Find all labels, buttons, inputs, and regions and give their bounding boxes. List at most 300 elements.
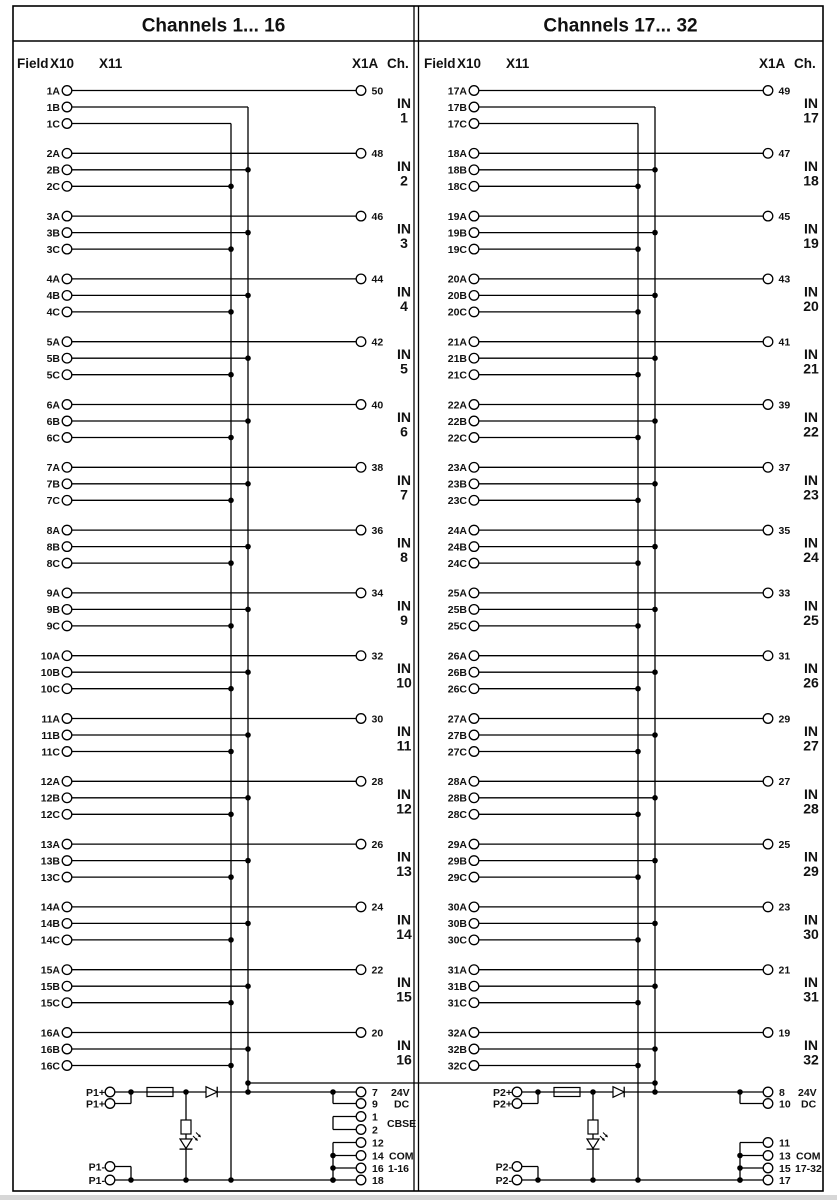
in-channel-number: 1 [400,109,408,126]
field-terminal-label: 6B [46,415,60,428]
supply-terminal-number: 7 [372,1086,378,1099]
field-terminal-circle [62,902,72,912]
field-terminal-label: 2A [46,148,60,161]
x1a-terminal-number: 48 [371,148,384,161]
resistor-icon [181,1120,191,1134]
junction-dot [737,1165,743,1171]
field-terminal-circle [469,793,479,803]
field-terminal-circle [62,165,72,175]
x1a-terminal-circle [356,400,366,410]
com-terminal-circle [356,1151,366,1161]
field-terminal-circle [469,182,479,192]
x1a-terminal-number: 43 [778,273,791,286]
field-terminal-label: 25A [447,587,467,600]
field-terminal-label: 6C [46,432,60,445]
in-channel-number: 5 [400,360,408,377]
junction-dot [635,812,641,818]
x1a-terminal-number: 42 [371,336,384,349]
field-terminal-circle [62,965,72,975]
junction-dot [652,418,658,424]
com-terminal-number: 17 [779,1174,791,1187]
field-terminal-label: 25B [447,604,467,617]
field-terminal-circle [62,479,72,489]
junction-dot [652,858,658,864]
x1a-terminal-number: 33 [778,587,791,600]
field-terminal-circle [469,291,479,301]
field-terminal-circle [62,86,72,96]
x1a-terminal-number: 26 [371,838,384,851]
in-channel-number: 10 [396,674,412,691]
field-terminal-circle [62,244,72,254]
in-channel-number: 20 [803,297,819,314]
field-terminal-circle [62,810,72,820]
in-channel-number: 23 [803,486,819,503]
field-terminal-label: 10A [40,650,60,663]
field-terminal-circle [62,496,72,506]
field-terminal-label: 3C [46,243,60,256]
field-terminal-circle [469,747,479,757]
junction-dot [652,481,658,487]
field-terminal-label: 9C [46,620,60,633]
field-terminal-label: 29B [447,855,467,868]
field-terminal-circle [62,525,72,535]
field-terminal-label: 17C [447,118,467,131]
x1a-terminal-circle [763,965,773,975]
supply-voltage-label: 24V [798,1086,817,1099]
p-minus-label: P1- [88,1174,105,1187]
x1a-terminal-number: 30 [371,713,384,726]
field-column-label: Field [424,55,456,71]
field-terminal-label: 14B [40,918,60,931]
p-minus-terminal-circle [105,1162,115,1172]
field-terminal-label: 31C [447,997,467,1010]
in-label: IN [397,911,411,928]
in-channel-number: 7 [400,486,408,503]
x1a-terminal-number: 21 [778,964,791,977]
junction-dot [228,1177,234,1183]
field-terminal-label: 13B [40,855,60,868]
field-terminal-circle [469,479,479,489]
field-terminal-label: 24B [447,541,467,554]
field-terminal-circle [62,211,72,221]
junction-dot [652,983,658,989]
junction-dot [737,1177,743,1183]
in-label: IN [804,534,818,551]
x1a-terminal-circle [763,651,773,661]
field-terminal-circle [469,307,479,317]
in-label: IN [397,974,411,991]
x1a-terminal-circle [356,274,366,284]
junction-dot [635,749,641,755]
field-terminal-circle [469,86,479,96]
field-terminal-label: 6A [46,399,60,412]
field-terminal-label: 10B [40,666,60,679]
com-range-label: 17-32 [795,1162,822,1175]
p-plus-terminal-circle [512,1087,522,1097]
x1a-terminal-circle [356,86,366,96]
junction-dot [652,230,658,236]
junction-dot [652,167,658,173]
field-terminal-label: 28A [447,776,467,789]
field-terminal-label: 7A [46,462,60,475]
in-channel-number: 24 [803,549,819,566]
cbse-terminal-circle [356,1112,366,1122]
field-terminal-label: 27A [447,713,467,726]
field-terminal-label: 19C [447,243,467,256]
column-header: Channels 1... 16 [141,15,286,37]
supply-voltage-label: DC [801,1098,817,1111]
x10-column-label: X10 [457,55,482,71]
field-terminal-label: 12B [40,792,60,805]
field-terminal-label: 22C [447,432,467,445]
junction-dot [245,732,251,738]
junction-dot [128,1177,134,1183]
field-terminal-label: 16A [40,1027,60,1040]
field-terminal-label: 31B [447,980,467,993]
junction-dot [228,1000,234,1006]
field-terminal-circle [62,228,72,238]
com-terminal-number: 13 [779,1150,791,1163]
in-label: IN [804,220,818,237]
junction-dot [228,184,234,190]
field-terminal-circle [62,935,72,945]
field-terminal-label: 26A [447,650,467,663]
com-terminal-number: 11 [779,1137,791,1150]
field-terminal-circle [469,935,479,945]
field-terminal-label: 1C [46,118,60,131]
junction-dot [652,544,658,550]
field-terminal-label: 32C [447,1060,467,1073]
x1a-terminal-number: 40 [371,399,384,412]
x1a-terminal-number: 45 [778,210,791,223]
field-terminal-label: 13C [40,871,60,884]
in-label: IN [804,157,818,174]
in-channel-number: 29 [803,863,819,880]
in-channel-number: 9 [400,611,408,628]
in-label: IN [804,848,818,865]
junction-dot [535,1089,541,1095]
field-terminal-circle [62,684,72,694]
in-label: IN [804,471,818,488]
field-terminal-label: 18B [447,164,467,177]
junction-dot [652,1089,658,1095]
field-terminal-circle [62,793,72,803]
junction-dot [245,983,251,989]
field-terminal-circle [469,872,479,882]
field-terminal-label: 12C [40,809,60,822]
ch-column-label: Ch. [794,55,816,71]
in-label: IN [397,471,411,488]
com-terminal-circle [763,1175,773,1185]
field-terminal-label: 28C [447,809,467,822]
field-terminal-circle [62,542,72,552]
in-channel-number: 32 [803,1051,819,1068]
field-terminal-label: 27B [447,729,467,742]
field-terminal-circle [469,856,479,866]
field-terminal-circle [62,182,72,192]
x1a-terminal-circle [763,463,773,473]
p-minus-terminal-circle [512,1175,522,1185]
in-label: IN [804,974,818,991]
x1a-terminal-circle [763,400,773,410]
field-terminal-circle [469,542,479,552]
x1a-terminal-circle [356,525,366,535]
field-terminal-label: 2C [46,181,60,194]
com-range-label: 1-16 [388,1162,410,1175]
supply-voltage-label: DC [394,1098,410,1111]
field-terminal-label: 19B [447,227,467,240]
field-terminal-circle [469,965,479,975]
in-channel-number: 26 [803,674,819,691]
field-terminal-label: 5A [46,336,60,349]
x1a-terminal-circle [356,651,366,661]
com-label: COM [389,1150,414,1163]
field-terminal-label: 11A [41,713,60,726]
field-terminal-label: 19A [447,210,467,223]
field-terminal-label: 8B [46,541,60,554]
field-terminal-circle [62,998,72,1008]
ch-column-label: Ch. [387,55,409,71]
x1a-terminal-circle [356,777,366,787]
field-terminal-circle [469,810,479,820]
in-label: IN [397,409,411,426]
junction-dot [245,167,251,173]
in-channel-number: 6 [400,423,408,440]
field-terminal-label: 20A [447,273,467,286]
x11-column-label: X11 [506,55,530,71]
field-terminal-label: 24A [447,524,467,537]
com-terminal-number: 12 [372,1137,384,1150]
in-channel-number: 27 [803,737,819,754]
in-channel-number: 2 [400,172,408,189]
field-terminal-circle [469,1044,479,1054]
in-channel-number: 31 [803,988,819,1005]
in-label: IN [804,911,818,928]
in-channel-number: 22 [803,423,819,440]
field-terminal-circle [469,353,479,363]
field-terminal-circle [62,558,72,568]
x1a-terminal-number: 22 [371,964,384,977]
supply-voltage-label: 24V [391,1086,410,1099]
x1a-terminal-circle [356,902,366,912]
resistor-icon [588,1120,598,1134]
x1a-terminal-number: 29 [778,713,791,726]
field-terminal-label: 7C [46,495,60,508]
field-terminal-circle [469,621,479,631]
com-terminal-circle [356,1138,366,1148]
cbse-label: CBSE [387,1117,417,1130]
field-terminal-label: 30A [447,901,467,914]
in-channel-number: 21 [803,360,819,377]
field-terminal-circle [62,291,72,301]
x1a-terminal-number: 27 [778,776,791,789]
cbse-terminal-number: 1 [372,1111,378,1124]
junction-dot [652,293,658,299]
p-plus-terminal-circle [512,1099,522,1109]
junction-dot [737,1153,743,1159]
field-terminal-circle [469,244,479,254]
cbse-terminal-number: 2 [372,1124,378,1137]
x1a-terminal-number: 25 [778,838,791,851]
field-terminal-circle [469,400,479,410]
field-terminal-label: 30B [447,918,467,931]
field-terminal-label: 24C [447,557,467,570]
field-terminal-label: 32A [447,1027,467,1040]
field-terminal-circle [62,714,72,724]
junction-dot [535,1177,541,1183]
in-channel-number: 17 [803,109,819,126]
field-terminal-circle [469,433,479,443]
in-label: IN [397,157,411,174]
supply-terminal-circle [356,1087,366,1097]
field-terminal-circle [469,337,479,347]
junction-dot [245,1046,251,1052]
junction-dot [245,293,251,299]
field-terminal-label: 26B [447,666,467,679]
field-terminal-circle [62,588,72,598]
in-label: IN [397,723,411,740]
field-terminal-circle [469,496,479,506]
com-terminal-circle [356,1175,366,1185]
junction-dot [635,184,641,190]
in-label: IN [804,346,818,363]
x1a-terminal-number: 28 [371,776,384,789]
x1a-terminal-circle [763,714,773,724]
field-terminal-circle [62,102,72,112]
field-terminal-label: 3A [46,210,60,223]
x1a-terminal-number: 23 [778,901,791,914]
junction-dot [330,1177,336,1183]
field-terminal-circle [62,621,72,631]
in-label: IN [397,534,411,551]
junction-dot [245,858,251,864]
x1a-terminal-circle [763,274,773,284]
field-terminal-circle [469,165,479,175]
field-terminal-label: 4A [46,273,60,286]
junction-dot [228,874,234,880]
field-terminal-label: 15A [40,964,60,977]
field-terminal-circle [469,981,479,991]
field-terminal-circle [62,307,72,317]
com-terminal-number: 16 [372,1162,384,1175]
field-terminal-circle [62,119,72,129]
field-terminal-label: 32B [447,1043,467,1056]
field-column-label: Field [17,55,49,71]
field-terminal-label: 23A [447,462,467,475]
field-terminal-label: 29C [447,871,467,884]
supply-terminal-circle [356,1099,366,1109]
in-channel-number: 30 [803,925,819,942]
junction-dot [245,669,251,675]
in-label: IN [397,346,411,363]
x1a-terminal-number: 34 [371,587,384,600]
in-label: IN [397,1037,411,1054]
junction-dot [652,921,658,927]
x1a-terminal-number: 50 [371,85,384,98]
x1a-column-label: X1A [352,55,379,71]
field-terminal-label: 11C [41,746,60,759]
field-terminal-circle [62,353,72,363]
junction-dot [228,435,234,441]
com-label: COM [796,1150,821,1163]
x1a-terminal-circle [356,337,366,347]
x1a-terminal-number: 38 [371,462,384,475]
x1a-terminal-circle [356,1028,366,1038]
x1a-terminal-circle [356,211,366,221]
p-minus-terminal-circle [512,1162,522,1172]
in-label: IN [804,597,818,614]
supply-terminal-number: 8 [779,1086,785,1099]
in-label: IN [804,723,818,740]
x1a-terminal-circle [356,149,366,159]
field-terminal-label: 14C [40,934,60,947]
field-terminal-label: 18A [447,148,467,161]
field-terminal-label: 27C [447,746,467,759]
field-terminal-label: 4C [46,306,60,319]
x1a-terminal-circle [356,714,366,724]
in-channel-number: 28 [803,800,819,817]
in-channel-number: 13 [396,863,412,880]
column-header: Channels 17... 32 [543,15,698,37]
p-plus-label: P2+ [493,1086,512,1099]
field-terminal-label: 20B [447,290,467,303]
x1a-terminal-number: 44 [371,273,384,286]
x1a-terminal-number: 49 [778,85,791,98]
field-terminal-label: 29A [447,838,467,851]
field-terminal-circle [62,981,72,991]
field-terminal-circle [62,337,72,347]
field-terminal-circle [469,416,479,426]
field-terminal-label: 1A [46,85,60,98]
junction-dot [228,937,234,943]
field-terminal-label: 4B [46,290,60,303]
field-terminal-circle [469,119,479,129]
field-terminal-circle [62,1044,72,1054]
p-minus-label: P2- [495,1161,512,1174]
in-channel-number: 8 [400,549,408,566]
x1a-terminal-circle [763,211,773,221]
field-terminal-circle [62,463,72,473]
field-terminal-circle [469,274,479,284]
in-channel-number: 12 [396,800,412,817]
p-minus-label: P1- [88,1161,105,1174]
junction-dot [228,246,234,252]
com-terminal-number: 15 [779,1162,791,1175]
in-label: IN [397,283,411,300]
field-terminal-label: 21B [447,352,467,365]
field-terminal-circle [62,839,72,849]
field-terminal-circle [62,149,72,159]
field-terminal-circle [469,667,479,677]
field-terminal-label: 16C [40,1060,60,1073]
field-terminal-circle [469,370,479,380]
field-terminal-circle [62,651,72,661]
junction-dot [635,1063,641,1069]
x1a-terminal-circle [356,463,366,473]
in-label: IN [397,660,411,677]
x1a-terminal-circle [763,525,773,535]
x1a-terminal-number: 41 [778,336,791,349]
x1a-terminal-circle [763,149,773,159]
field-terminal-label: 28B [447,792,467,805]
in-channel-number: 16 [396,1051,412,1068]
com-terminal-number: 18 [372,1174,384,1187]
field-terminal-label: 1B [46,101,60,114]
in-channel-number: 4 [400,297,408,314]
field-terminal-label: 5B [46,352,60,365]
junction-dot [635,1000,641,1006]
junction-dot [245,795,251,801]
